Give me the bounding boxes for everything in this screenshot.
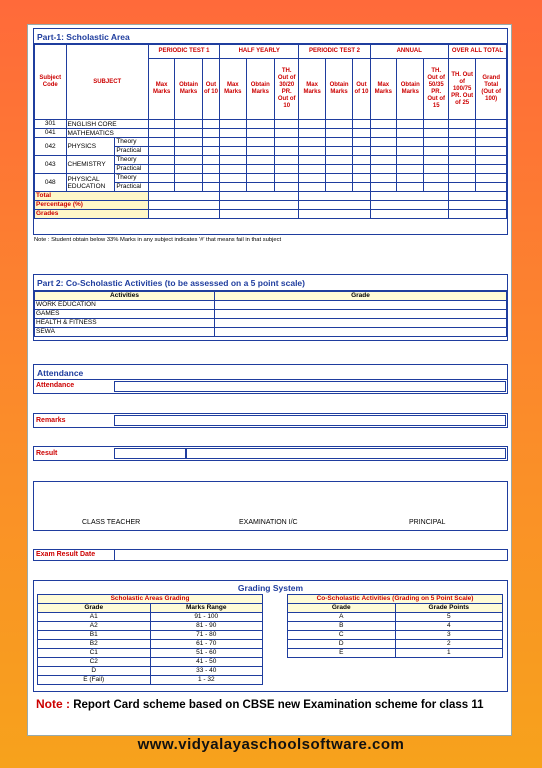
mark-cell: [325, 147, 352, 156]
table-row: [38, 667, 263, 676]
mark-cell: [325, 156, 352, 165]
mark-cell: [299, 174, 325, 183]
mark-cell: [275, 174, 299, 183]
grade-cell: C2: [38, 658, 151, 667]
table-row: [288, 622, 503, 631]
mark-cell: [476, 129, 507, 138]
mark-cell: [325, 138, 352, 147]
pt2-max: Max Marks: [299, 59, 325, 120]
co-grading-table: [287, 594, 503, 658]
pt2-out10: Out of 10: [353, 59, 370, 120]
mark-cell: [397, 156, 424, 165]
mark-cell: [275, 138, 299, 147]
grade-value-cell: 3: [395, 631, 503, 640]
mark-cell: [175, 165, 202, 174]
subject-code: 043: [35, 156, 67, 174]
co-grading: [287, 594, 503, 658]
mark-cell: [448, 156, 475, 165]
mark-cell: [448, 120, 475, 129]
mark-cell: [370, 138, 396, 147]
summary-row: [35, 210, 507, 219]
remarks-field: [114, 415, 506, 426]
grade-value-cell: 41 - 50: [150, 658, 263, 667]
mark-cell: [202, 156, 219, 165]
summary-cell: [448, 201, 506, 210]
table-row: [38, 676, 263, 685]
mark-cell: [476, 147, 507, 156]
result-section: [33, 446, 508, 461]
mark-cell: [353, 165, 370, 174]
mark-cell: [148, 138, 174, 147]
mark-cell: [370, 147, 396, 156]
grade-cell: A1: [38, 613, 151, 622]
mark-cell: [275, 165, 299, 174]
attendance-label: Attendance: [36, 382, 75, 389]
mark-cell: [148, 165, 174, 174]
activity-grade: [215, 328, 507, 337]
mark-cell: [275, 120, 299, 129]
mark-cell: [448, 183, 475, 192]
scholastic-table: [34, 44, 507, 219]
mark-cell: [175, 120, 202, 129]
grade-value-cell: 1 - 32: [150, 676, 263, 685]
table-row: [38, 622, 263, 631]
summary-cell: [148, 192, 219, 201]
mark-cell: [246, 138, 274, 147]
mark-cell: [353, 174, 370, 183]
table-row: [288, 613, 503, 622]
mark-cell: [397, 129, 424, 138]
grade-cell: D: [38, 667, 151, 676]
mark-cell: [370, 174, 396, 183]
mark-cell: [424, 147, 448, 156]
mark-cell: [353, 138, 370, 147]
mark-cell: [202, 165, 219, 174]
mark-cell: [448, 147, 475, 156]
grade-cell: E (Fail): [38, 676, 151, 685]
table-row: [38, 631, 263, 640]
mark-cell: [397, 120, 424, 129]
mark-cell: [275, 129, 299, 138]
mark-cell: [424, 120, 448, 129]
group-pt1: PERIODIC TEST 1: [148, 45, 219, 59]
scholastic-grading-table: [37, 594, 263, 685]
grade-value-cell: 61 - 70: [150, 640, 263, 649]
mark-cell: [353, 129, 370, 138]
table-row: [35, 129, 507, 138]
mark-cell: [397, 138, 424, 147]
mark-cell: [397, 183, 424, 192]
mark-cell: [476, 183, 507, 192]
mark-cell: [397, 174, 424, 183]
table-row: [38, 613, 263, 622]
mark-cell: [448, 138, 475, 147]
col-grade: Grade: [215, 292, 507, 301]
mark-cell: [202, 183, 219, 192]
subject-name: MATHEMATICS: [66, 129, 148, 138]
grade-value-cell: 33 - 40: [150, 667, 263, 676]
summary-label: Percentage (%): [35, 201, 149, 210]
exam-date-section: [33, 549, 508, 561]
mark-cell: [220, 156, 246, 165]
col-subject-code: Subject Code: [35, 45, 67, 120]
summary-cell: [448, 192, 506, 201]
table-row: [38, 658, 263, 667]
mark-cell: [325, 174, 352, 183]
mark-cell: [202, 120, 219, 129]
grade-cell: C1: [38, 649, 151, 658]
footer-note-text: Report Card scheme based on CBSE new Examination scheme for class 11: [73, 699, 484, 711]
remarks-section: [33, 413, 508, 428]
hy-th: TH. Out of 30/20 PR. Out of 10: [275, 59, 299, 120]
summary-cell: [370, 201, 448, 210]
mark-cell: [246, 156, 274, 165]
scholastic-area-section: [33, 28, 508, 235]
grade-cell: E: [288, 649, 396, 658]
grade-value-cell: 51 - 60: [150, 649, 263, 658]
grade-cell: B: [288, 622, 396, 631]
group-overall: OVER ALL TOTAL: [448, 45, 506, 59]
mark-cell: [370, 165, 396, 174]
activity-name: HEALTH & FITNESS: [35, 319, 215, 328]
table-row: [38, 649, 263, 658]
table-row: [35, 156, 507, 165]
activity-grade: [215, 301, 507, 310]
mark-cell: [246, 129, 274, 138]
mark-cell: [246, 174, 274, 183]
mark-cell: [202, 129, 219, 138]
report-card-sheet: [27, 24, 512, 736]
table-row: [35, 120, 507, 129]
subject-part: Theory: [115, 156, 149, 165]
website-url[interactable]: www.vidyalayaschoolsoftware.com: [137, 736, 405, 753]
fail-note: Note : Student obtain below 33% Marks in any subject indicates '#' that means fail in that subject: [34, 237, 282, 243]
subject-code: 048: [35, 174, 67, 192]
table-row: [288, 640, 503, 649]
mark-cell: [220, 138, 246, 147]
grade-value-cell: 5: [395, 613, 503, 622]
grade-cell: B2: [38, 640, 151, 649]
summary-cell: [370, 210, 448, 219]
mark-cell: [325, 129, 352, 138]
mark-cell: [448, 174, 475, 183]
table-row: [35, 319, 507, 328]
subject-code: 042: [35, 138, 67, 156]
mark-cell: [175, 147, 202, 156]
table-row: [35, 138, 507, 147]
mark-cell: [246, 147, 274, 156]
an-max: Max Marks: [370, 59, 396, 120]
pt2-obtain: Obtain Marks: [325, 59, 352, 120]
subject-part: Theory: [115, 174, 149, 183]
mark-cell: [299, 147, 325, 156]
subject-name: PHYSICAL EDUCATION: [66, 174, 115, 192]
summary-cell: [370, 192, 448, 201]
mark-cell: [424, 138, 448, 147]
cg-col-grade: Grade: [288, 604, 396, 613]
summary-cell: [220, 210, 299, 219]
table-row: [35, 174, 507, 183]
mark-cell: [175, 138, 202, 147]
mark-cell: [175, 174, 202, 183]
mark-cell: [148, 129, 174, 138]
mark-cell: [246, 183, 274, 192]
cg-col-points: Grade Points: [395, 604, 503, 613]
table-row: [288, 649, 503, 658]
col-subject: SUBJECT: [66, 45, 148, 120]
activity-name: SEWA: [35, 328, 215, 337]
part1-title: Part-1: Scholastic Area: [34, 29, 507, 44]
mark-cell: [202, 174, 219, 183]
mark-cell: [220, 129, 246, 138]
mark-cell: [299, 120, 325, 129]
remarks-label: Remarks: [36, 417, 66, 424]
mark-cell: [325, 183, 352, 192]
mark-cell: [424, 174, 448, 183]
mark-cell: [424, 129, 448, 138]
grade-value-cell: 81 - 90: [150, 622, 263, 631]
group-pt2: PERIODIC TEST 2: [299, 45, 370, 59]
grading-system-section: [33, 580, 508, 692]
mark-cell: [220, 174, 246, 183]
subject-code: 301: [35, 120, 67, 129]
co-grading-title: Co-Scholastic Activities (Grading on 5 Point Scale): [288, 595, 503, 604]
summary-cell: [148, 210, 219, 219]
exam-incharge-signature: EXAMINATION I/C: [239, 519, 298, 526]
ov-th: TH. Out of 100/75 PR. Out of 25: [448, 59, 475, 120]
grade-value-cell: 1: [395, 649, 503, 658]
mark-cell: [370, 120, 396, 129]
subject-part: Practical: [115, 147, 149, 156]
mark-cell: [448, 165, 475, 174]
mark-cell: [325, 165, 352, 174]
mark-cell: [476, 174, 507, 183]
mark-cell: [220, 165, 246, 174]
summary-cell: [299, 210, 370, 219]
mark-cell: [370, 156, 396, 165]
mark-cell: [202, 147, 219, 156]
mark-cell: [220, 147, 246, 156]
result-label: Result: [36, 450, 58, 457]
table-row: [35, 310, 507, 319]
mark-cell: [275, 183, 299, 192]
table-row: [288, 631, 503, 640]
summary-cell: [299, 192, 370, 201]
grade-cell: A2: [38, 622, 151, 631]
mark-cell: [397, 147, 424, 156]
subject-code: 041: [35, 129, 67, 138]
grade-value-cell: 71 - 80: [150, 631, 263, 640]
subject-rows: [35, 120, 507, 219]
summary-label: Grades: [35, 210, 149, 219]
mark-cell: [175, 129, 202, 138]
sg-col-grade: Grade: [38, 604, 151, 613]
group-annual: ANNUAL: [370, 45, 448, 59]
ov-grand: Grand Total (Out of 100): [476, 59, 507, 120]
mark-cell: [148, 147, 174, 156]
grade-cell: B1: [38, 631, 151, 640]
col-activities: Activities: [35, 292, 215, 301]
mark-cell: [476, 138, 507, 147]
summary-cell: [220, 192, 299, 201]
grading-title: Grading System: [237, 583, 304, 593]
result-field: [114, 448, 186, 459]
table-row: [38, 640, 263, 649]
mark-cell: [448, 129, 475, 138]
mark-cell: [325, 120, 352, 129]
mark-cell: [246, 165, 274, 174]
mark-cell: [424, 156, 448, 165]
mark-cell: [476, 165, 507, 174]
mark-cell: [299, 165, 325, 174]
exam-date-label: Exam Result Date: [36, 551, 96, 558]
attendance-title: Attendance: [34, 365, 507, 380]
group-half-yearly: HALF YEARLY: [220, 45, 299, 59]
summary-row: [35, 201, 507, 210]
mark-cell: [202, 138, 219, 147]
mark-cell: [148, 183, 174, 192]
activity-grade: [215, 310, 507, 319]
attendance-section: [33, 364, 508, 394]
mark-cell: [220, 183, 246, 192]
subject-part: Theory: [115, 138, 149, 147]
grade-value-cell: 4: [395, 622, 503, 631]
mark-cell: [353, 156, 370, 165]
subject-name: PHYSICS: [66, 138, 115, 156]
co-scholastic-table: [34, 291, 507, 337]
activity-name: GAMES: [35, 310, 215, 319]
summary-label: Total: [35, 192, 149, 201]
part2-title: Part 2: Co-Scholastic Activities (to be assessed on a 5 point scale): [34, 275, 507, 291]
footer-note-label: Note :: [36, 697, 70, 711]
scholastic-grading-title: Scholastic Areas Grading: [38, 595, 263, 604]
mark-cell: [220, 120, 246, 129]
footer-note: [36, 698, 506, 712]
grade-cell: C: [288, 631, 396, 640]
co-scholastic-section: [33, 274, 508, 341]
pt1-obtain: Obtain Marks: [175, 59, 202, 120]
pt1-out10: Out of 10: [202, 59, 219, 120]
mark-cell: [397, 165, 424, 174]
hy-obtain: Obtain Marks: [246, 59, 274, 120]
summary-cell: [220, 201, 299, 210]
mark-cell: [148, 174, 174, 183]
an-obtain: Obtain Marks: [397, 59, 424, 120]
mark-cell: [370, 129, 396, 138]
mark-cell: [148, 156, 174, 165]
mark-cell: [148, 120, 174, 129]
mark-cell: [275, 156, 299, 165]
an-th: TH. Out of 50/35 PR. Out of 15: [424, 59, 448, 120]
mark-cell: [353, 183, 370, 192]
summary-cell: [448, 210, 506, 219]
mark-cell: [299, 183, 325, 192]
mark-cell: [175, 156, 202, 165]
attendance-field: [114, 381, 506, 392]
hy-max: Max Marks: [220, 59, 246, 120]
mark-cell: [424, 183, 448, 192]
grade-cell: A: [288, 613, 396, 622]
mark-cell: [246, 120, 274, 129]
grade-value-cell: 91 - 100: [150, 613, 263, 622]
subject-part: Practical: [115, 165, 149, 174]
grade-cell: D: [288, 640, 396, 649]
principal-signature: PRINCIPAL: [409, 519, 446, 526]
sg-col-range: Marks Range: [150, 604, 263, 613]
mark-cell: [353, 147, 370, 156]
mark-cell: [424, 165, 448, 174]
result-field-2: [186, 448, 506, 459]
mark-cell: [299, 138, 325, 147]
mark-cell: [299, 156, 325, 165]
mark-cell: [370, 183, 396, 192]
mark-cell: [175, 183, 202, 192]
activity-grade: [215, 319, 507, 328]
pt1-max: Max Marks: [148, 59, 174, 120]
subject-name: CHEMISTRY: [66, 156, 115, 174]
mark-cell: [353, 120, 370, 129]
mark-cell: [476, 156, 507, 165]
summary-cell: [148, 201, 219, 210]
mark-cell: [476, 120, 507, 129]
summary-cell: [299, 201, 370, 210]
activity-name: WORK EDUCATION: [35, 301, 215, 310]
scholastic-grading: [37, 594, 263, 685]
grade-value-cell: 2: [395, 640, 503, 649]
summary-row: [35, 192, 507, 201]
signatures-section: [33, 481, 508, 531]
class-teacher-signature: CLASS TEACHER: [82, 519, 141, 526]
subject-part: Practical: [115, 183, 149, 192]
subject-name: ENGLISH CORE: [66, 120, 148, 129]
table-row: [35, 301, 507, 310]
mark-cell: [299, 129, 325, 138]
table-row: [35, 328, 507, 337]
mark-cell: [275, 147, 299, 156]
